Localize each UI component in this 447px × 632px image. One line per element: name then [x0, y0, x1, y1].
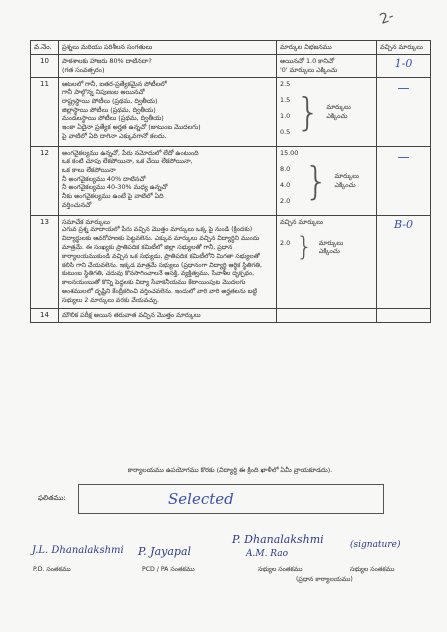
marks-line: '0' మార్కులు ఎక్కించు — [280, 66, 338, 75]
row-score: 1-0 — [377, 55, 431, 77]
member-label: సభ్యుల సంతకము — [258, 566, 303, 573]
director-signature: (signature) — [350, 540, 401, 550]
row-question — [59, 55, 277, 77]
marks-value: 2.0 — [280, 196, 291, 205]
result-label: ఫలితము: — [38, 494, 66, 502]
question-line: అంగవైకల్యము ఉన్నచో, పేరు నమోదులో లేదో ఉంటుంది — [62, 148, 199, 157]
marks-value: 4.0 — [280, 180, 291, 189]
row-marks — [277, 55, 377, 77]
marks-label: ఎక్కించు — [318, 247, 340, 256]
row-question — [59, 77, 277, 146]
row-question — [59, 308, 277, 322]
question-line: వర్తించునచో — [62, 200, 92, 209]
marks-value: 15.00 — [280, 148, 299, 157]
row-score: — — [377, 146, 431, 215]
row-sno: 10 — [31, 55, 59, 77]
marks-value: 1.0 — [280, 111, 291, 120]
marks-label: మార్కులు — [318, 238, 344, 247]
po-label: P.D. సంతకము — [33, 566, 71, 573]
pcd-signature: P. Jayapal — [138, 545, 192, 558]
director-label: సభ్యుల సంతకము — [350, 566, 395, 573]
question-title: సమాచేక మార్కులు — [62, 217, 110, 226]
marks-label: ఎక్కించు — [326, 111, 348, 120]
table-row — [31, 146, 431, 215]
brace: } — [296, 89, 321, 134]
row-score: B-0 — [377, 215, 431, 308]
application-form-table — [30, 40, 431, 323]
table-row — [31, 215, 431, 308]
row-sno: 12 — [31, 146, 59, 215]
row-sno: 11 — [31, 77, 59, 146]
row-question — [59, 215, 277, 308]
question-line: రాష్ట్రస్థాయి పోటీలు (ప్రథమ, ద్వితీయ) — [62, 97, 158, 105]
row-marks — [277, 77, 377, 146]
question-line: గానీ పాల్గొన్న నిపుణుల అయినచో — [62, 88, 145, 97]
table-row — [31, 77, 431, 146]
question-paragraph: ఎగువ ప్రశ్న మాదాయలో పేరు వచ్చిన మొత్తం మార్కులు ఒక్క పై నుండి (క్రిందకు) విద్యార్థులకు ఆవరోహణకు పెట్టవలెను. ఎక్కువ మార్కులు వచ్చిన విద్యార్థిని ముందు మాత్రమే. ఈ సంఖ్యకు ప్రాతిపదిక కమిటీలో జిల్లా సభ్యులతో గానీ, ప్రధాన కార్యాలయముకుండి వచ్చిన ఒక సభ్యుడు, ప్రాతిపదిక కమిటీలోని మిగతా సభ్యులతో కలిసి గాని చేయవలెను. ఇక్కడ మాత్రమే సభ్యులు (ప్రధానంగా విద్యార్థి ఆర్థిక స్థితిగతి, కుటుంబ స్థితిగతి, చదువు కొనసాగించాలనే ఆసక్తి, వ్యక్తిత్వము, సేవాశీల దృక్పథం, కాలనయంబుతో కొన్ని పెద్దలకు విద్యా సేవాకనీయము కేటాయింపుట మొదలగు అంశములలో దృష్టిని కేంద్రీకరించి వర్తించవలెను. ఇందులో వారి వారి అర్హతలను బట్టి సభ్యులు 2 మార్కులు వరకు వేయవచ్చు. — [62, 226, 262, 304]
question-line: ఒక కాలు లేకపోయినా — [62, 166, 116, 174]
row-question — [59, 146, 277, 215]
header-sno: వ.నెం. — [31, 41, 59, 55]
marks-line: అయినచో 1.0 కానిచో — [280, 57, 335, 66]
table-row — [31, 55, 431, 77]
row-score — [377, 308, 431, 322]
header-question: ప్రశ్నలు మరియు పరిశీలన సంగతులు — [59, 41, 277, 55]
row-score: — — [377, 77, 431, 146]
marks-label: మార్కులు — [326, 103, 351, 112]
question-line: ఇంకా ఏదైనా ప్రత్యేక అర్హత ఉన్నచో (జుటుంబ మొదలగు) — [62, 122, 201, 131]
marks-value: 2.0 — [280, 239, 291, 248]
question-line: నీకు అంగవైకల్యము ఉంటే పై వాటిలో ఏది — [62, 191, 164, 200]
question-line: మౌలిక పరీక్ష అయిన తరువాత వచ్చిన మొత్తం మార్కులు — [62, 310, 201, 319]
dhanalakshmi-signature: P. Dhanalakshmi — [232, 533, 324, 546]
question-line: మండలస్థాయి పోటీలు (ప్రథమ, ద్వితీయ) — [62, 114, 164, 123]
brace: } — [304, 158, 329, 203]
marks-value: 0.5 — [280, 127, 291, 136]
question-line: ఆటలలో గానీ, ఐతర-ప్రత్యేకమైన పోటీలలో — [62, 79, 167, 88]
marks-value: 2.5 — [280, 79, 291, 88]
row-marks — [277, 215, 377, 308]
marks-label: మార్కులు — [334, 172, 359, 181]
question-line: పాఠశాలకు హాజరు 80% దాటినదా? — [62, 57, 152, 66]
question-line: జిల్లాస్థాయి పోటీలు (ప్రథమ, ద్వితీయ) — [62, 105, 156, 114]
header-marks: మార్కుల విభజనము — [277, 41, 377, 55]
marks-value: 8.0 — [280, 164, 291, 173]
question-line: నీ అంగవైకల్యము 40-30% మధ్య ఉన్నచో — [62, 183, 168, 192]
question-line: (గత సంవత్సరం) — [62, 66, 105, 75]
marks-label: ఎక్కించు — [334, 180, 356, 189]
table-header-row — [31, 41, 431, 55]
question-line: పై వాటిలో ఏది దాగినా ఎక్కువగానో కలదు. — [62, 131, 167, 140]
question-line: నీ అంగవైకల్యము 40% దాటినచో — [62, 174, 146, 183]
pcd-label: PCD / PA సంతకము — [142, 566, 195, 573]
marks-value: 1.5 — [280, 95, 291, 104]
row-sno: 13 — [31, 215, 59, 308]
table-row — [31, 308, 431, 322]
office-use-note: కార్యాలయము ఉపయోగము కొరకు (విద్యార్థి ఈ క్రింది ఖాళీలో ఏమీ వ్రాయకూడదు). — [127, 466, 333, 474]
brace: } — [296, 232, 313, 263]
office-label: (ప్రధాన కార్యాలయము) — [296, 576, 353, 583]
member-signature: A.M. Rao — [246, 549, 289, 559]
row-marks — [277, 308, 377, 322]
po-signature: J.L. Dhanalakshmi — [32, 545, 124, 556]
page-mark: 2- — [377, 8, 397, 28]
row-marks — [277, 146, 377, 215]
header-score: వచ్చిన మార్కులు — [377, 41, 431, 55]
marks-subheader: వచ్చిన మార్కులు — [280, 217, 323, 226]
row-sno: 14 — [31, 308, 59, 322]
question-line: ఒక కంటి చూపు లేకపోయినా, ఒక చేయి లేకపోయినా, — [62, 157, 193, 166]
result-value: Selected — [168, 490, 234, 508]
